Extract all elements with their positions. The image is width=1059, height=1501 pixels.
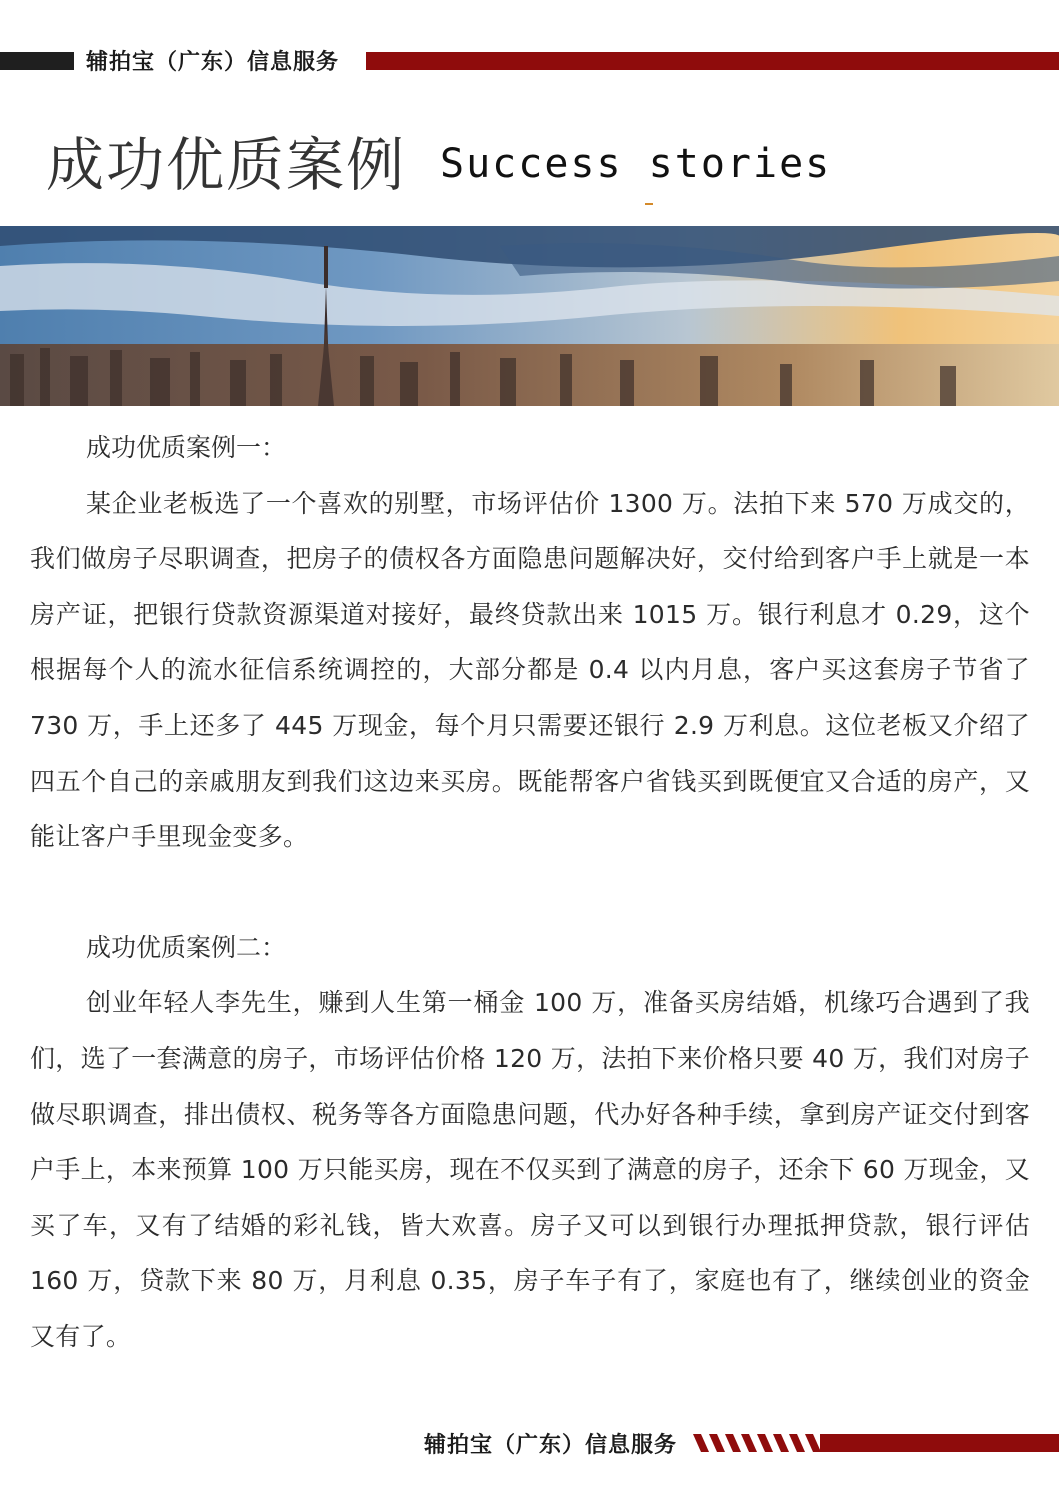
- footer-red-bar: [820, 1434, 1059, 1452]
- page-title: [46, 118, 831, 202]
- section-gap: [30, 865, 1030, 920]
- footer-brand: 辅拍宝（广东）信息服务: [424, 1432, 678, 1458]
- case-section-1: [30, 420, 1030, 865]
- decorative-mark: [645, 203, 653, 205]
- content-area: [30, 420, 1030, 1365]
- header-dark-bar: [0, 52, 74, 70]
- header-red-bar: [366, 52, 1059, 70]
- skyline-image: [0, 226, 1059, 406]
- header-brand: 辅拍宝（广东）信息服务: [86, 49, 340, 75]
- title-chinese: 成功优质案例: [46, 131, 407, 199]
- case-title-1: 成功优质案例一：: [86, 433, 287, 462]
- case-body-2: 创业年轻人李先生，赚到人生第一桶金 100 万，准备买房结婚，机缘巧合遇到了我们，选了一套满意的房子，市场评估价格 120 万，法拍下来价格只要 40 万，我们对房子做尽职调查，排出债权、税务等各方面隐患问题，代办好各种手续，拿到房产证交付到客户手上，本来预算 100 万只能买房，现在不仅买到了满意的房子，还余下 60 万现金，又买了车，又有了结婚的彩礼钱，皆大欢喜。房子又可以到银行办理抵押贷款，银行评估 160 万，贷款下来 80 万，月利息 0.35，房子车子有了，家庭也有了，继续创业的资金又有了。: [30, 988, 1030, 1351]
- footer-stripes-decoration: [693, 1434, 823, 1452]
- city-skyline-banner: [0, 226, 1059, 406]
- case-body-1: 某企业老板选了一个喜欢的别墅，市场评估价 1300 万。法拍下来 570 万成交的，我们做房子尽职调查，把房子的债权各方面隐患问题解决好，交付给到客户手上就是一本房产证，把银行贷款资源渠道对接好，最终贷款出来 1015 万。银行利息才 0.29，这个根据每个人的流水征信系统调控的，大部分都是 0.4 以内月息，客户买这套房子节省了 730 万，手上还多了 445 万现金，每个月只需要还银行 2.9 万利息。这位老板又介绍了四五个自己的亲戚朋友到我们这边来买房。既能帮客户省钱买到既便宜又合适的房产，又能让客户手里现金变多。: [30, 488, 1030, 852]
- title-english: Success stories: [440, 141, 832, 187]
- case-title-2: 成功优质案例二：: [86, 932, 287, 962]
- case-section-2: [30, 920, 1030, 1365]
